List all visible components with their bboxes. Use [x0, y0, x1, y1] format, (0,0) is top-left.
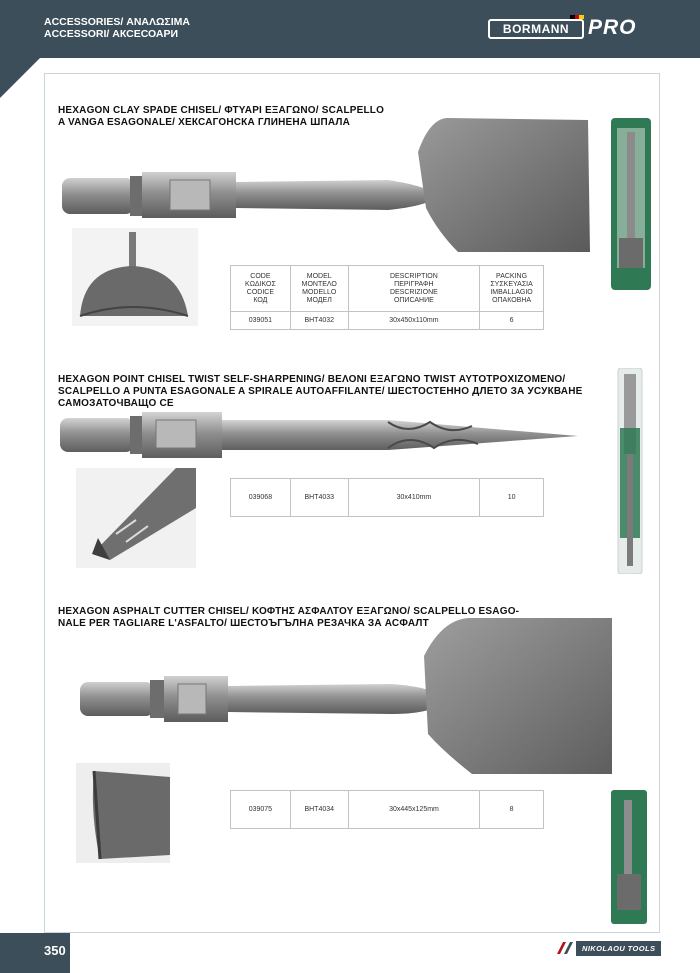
table-row: [231, 312, 544, 330]
cell-code: 039051: [231, 312, 291, 330]
category-line-2: ACCESSORI/ АКСЕСОАРИ: [44, 28, 179, 40]
header-description: DESCRIPTION ΠΕΡΙΓΡΑΦΗ DESCRIZIONE ОПИСАНИЕ: [348, 266, 479, 312]
category-label: [44, 16, 190, 40]
brand-suffix: PRO: [588, 16, 637, 39]
twist-point-detail-image: [76, 468, 196, 568]
table-row: [231, 791, 544, 829]
asphalt-cutter-detail-image: [76, 763, 170, 863]
product-3-spec-table: [230, 790, 544, 829]
cell-code: 039068: [231, 479, 291, 517]
category-line-1: ACCESSORIES/ ΑΝΑΛΩΣΙΜΑ: [44, 16, 190, 28]
asphalt-cutter-chisel-image: [72, 616, 614, 776]
distributor-mark-icon: [556, 941, 574, 955]
product-1-title-line-2: A VANGA ESAGONALE/ ХЕКСАГОНСКА ГЛИНЕНА ШПАЛА: [58, 117, 351, 128]
product-2-spec-table: [230, 478, 544, 517]
page-number: 350: [44, 943, 66, 958]
product-2-title: [58, 374, 583, 410]
product-2-title-line-2: SCALPELLO A PUNTA ESAGONALE A SPIRALE AUTOAFFILANTE/ ШЕСТОСТЕННО ДЛЕТО ЗА УСУКВАНЕ: [58, 386, 583, 397]
product-1-title-line-1: HEXAGON CLAY SPADE CHISEL/ ΦΤΥΑΡΙ ΕΞΑΓΩΝΟ/ SCALPELLO: [58, 105, 385, 116]
product-2-title-line-1: HEXAGON POINT CHISEL TWIST SELF-SHARPENING/ ΒΕΛΟΝΙ ΕΞΑΓΩΝΟ TWIST ΑΥΤΟΤΡΟΧΙΖΟΜΕΝΟ/: [58, 374, 566, 385]
cell-model: BHT4033: [290, 479, 348, 517]
cell-model: BHT4034: [290, 791, 348, 829]
header-code: CODE ΚΩΔΙΚΟΣ CODICE КОД: [231, 266, 291, 312]
twist-point-chisel-image: [58, 408, 582, 460]
brand-name: BORMANN: [488, 19, 584, 39]
cell-description: 30x410mm: [348, 479, 480, 517]
cell-packing: 10: [480, 479, 544, 517]
distributor-logo: [556, 940, 661, 956]
cell-description: 30x445x125mm: [348, 791, 480, 829]
cell-code: 039075: [231, 791, 291, 829]
table-row: [231, 479, 544, 517]
distributor-name: NIKOLAOU TOOLS: [576, 941, 661, 956]
cell-model: BHT4032: [290, 312, 348, 330]
product-1-spec-table: [230, 265, 544, 330]
clay-spade-detail-image: [72, 228, 198, 326]
header-packing: PACKING ΣΥΣΚΕΥΑΣΙΑ IMBALLAGIO ОПАКОВНА: [480, 266, 544, 312]
product-2-title-line-3: САМОЗАТОЧВАЩО СЕ: [58, 398, 174, 409]
header-corner-triangle: [0, 58, 40, 98]
clay-spade-package-image: [609, 118, 653, 290]
twist-point-package-image: [614, 368, 646, 574]
table-header-row: [231, 266, 544, 312]
asphalt-cutter-package-image: [609, 790, 649, 924]
cell-packing: 6: [480, 312, 544, 330]
header-model: MODEL ΜΟΝΤΕΛΟ MODELLO МОДЕЛ: [290, 266, 348, 312]
product-3-title-line-1: HEXAGON ASPHALT CUTTER CHISEL/ ΚΟΦΤΗΣ ΑΣΦΑΛΤΟΥ ΕΞΑΓΩΝΟ/ SCALPELLO ESAGO-: [58, 606, 520, 617]
flag-icon: [570, 15, 584, 19]
product-3-title-line-2: NALE PER TAGLIARE L'ASFALTO/ ШЕСТОЪГЪЛНА РЕЗАЧКА ЗА АСФАЛТ: [58, 618, 429, 629]
cell-description: 30x450x110mm: [348, 312, 479, 330]
cell-packing: 8: [480, 791, 544, 829]
